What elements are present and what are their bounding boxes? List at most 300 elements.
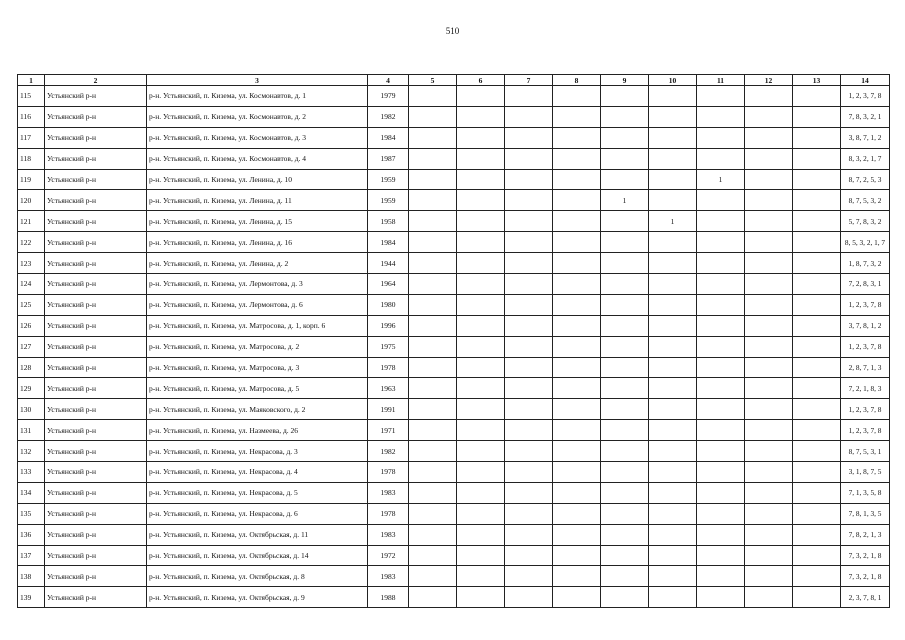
- table-row: [18, 106, 890, 127]
- column-header-14: 14: [841, 75, 890, 86]
- mark-cell-col-7: [505, 482, 553, 503]
- mark-cell-col-6: [457, 232, 505, 253]
- address-cell: р-н. Устьянский, п. Кизема, ул. Матросова, д. 5: [147, 378, 368, 399]
- codes-cell: 7, 3, 2, 1, 8: [841, 545, 890, 566]
- column-header-4: 4: [368, 75, 409, 86]
- codes-cell: 3, 1, 8, 7, 5: [841, 462, 890, 483]
- mark-cell-col-13: [793, 169, 841, 190]
- codes-cell: 1, 2, 3, 7, 8: [841, 399, 890, 420]
- row-number-cell: 133: [18, 462, 45, 483]
- year-cell: 1982: [368, 441, 409, 462]
- district-cell: Устьянский р-н: [45, 315, 147, 336]
- mark-cell-col-13: [793, 190, 841, 211]
- mark-cell-col-6: [457, 378, 505, 399]
- address-cell: р-н. Устьянский, п. Кизема, ул. Октябрьская, д. 11: [147, 524, 368, 545]
- mark-cell-col-5: [409, 503, 457, 524]
- mark-cell-col-10: [649, 86, 697, 107]
- column-header-10: 10: [649, 75, 697, 86]
- codes-cell: 1, 2, 3, 7, 8: [841, 294, 890, 315]
- mark-cell-col-13: [793, 566, 841, 587]
- mark-cell-col-12: [745, 127, 793, 148]
- column-header-6: 6: [457, 75, 505, 86]
- mark-cell-col-6: [457, 482, 505, 503]
- mark-cell-col-10: [649, 148, 697, 169]
- address-cell: р-н. Устьянский, п. Кизема, ул. Некрасова, д. 6: [147, 503, 368, 524]
- mark-cell-col-10: [649, 545, 697, 566]
- mark-cell-col-6: [457, 253, 505, 274]
- mark-cell-col-13: [793, 420, 841, 441]
- mark-cell-col-8: [553, 503, 601, 524]
- mark-cell-col-9: [601, 566, 649, 587]
- mark-cell-col-8: [553, 211, 601, 232]
- year-cell: 1958: [368, 211, 409, 232]
- mark-cell-col-8: [553, 106, 601, 127]
- mark-cell-col-12: [745, 503, 793, 524]
- mark-cell-col-10: [649, 357, 697, 378]
- mark-cell-col-11: [697, 378, 745, 399]
- mark-cell-col-13: [793, 294, 841, 315]
- mark-cell-col-6: [457, 86, 505, 107]
- row-number-cell: 126: [18, 315, 45, 336]
- table-row: [18, 587, 890, 608]
- mark-cell-col-13: [793, 211, 841, 232]
- mark-cell-col-12: [745, 566, 793, 587]
- mark-cell-col-10: [649, 524, 697, 545]
- codes-cell: 7, 8, 2, 1, 3: [841, 524, 890, 545]
- mark-cell-col-9: [601, 232, 649, 253]
- row-number-cell: 122: [18, 232, 45, 253]
- table-row: [18, 190, 890, 211]
- mark-cell-col-8: [553, 441, 601, 462]
- mark-cell-col-12: [745, 148, 793, 169]
- address-cell: р-н. Устьянский, п. Кизема, ул. Некрасова, д. 3: [147, 441, 368, 462]
- mark-cell-col-7: [505, 503, 553, 524]
- codes-cell: 3, 7, 8, 1, 2: [841, 315, 890, 336]
- mark-cell-col-8: [553, 482, 601, 503]
- year-cell: 1944: [368, 253, 409, 274]
- mark-cell-col-11: [697, 482, 745, 503]
- codes-cell: 8, 3, 2, 1, 7: [841, 148, 890, 169]
- address-cell: р-н. Устьянский, п. Кизема, ул. Ленина, д. 10: [147, 169, 368, 190]
- mark-cell-col-8: [553, 190, 601, 211]
- mark-cell-col-9: [601, 587, 649, 608]
- mark-cell-col-5: [409, 524, 457, 545]
- district-cell: Устьянский р-н: [45, 86, 147, 107]
- mark-cell-col-7: [505, 378, 553, 399]
- mark-cell-col-10: [649, 566, 697, 587]
- mark-cell-col-12: [745, 274, 793, 295]
- address-cell: р-н. Устьянский, п. Кизема, ул. Некрасова, д. 5: [147, 482, 368, 503]
- address-cell: р-н. Устьянский, п. Кизема, ул. Лермонтова, д. 3: [147, 274, 368, 295]
- district-cell: Устьянский р-н: [45, 253, 147, 274]
- mark-cell-col-7: [505, 524, 553, 545]
- mark-cell-col-7: [505, 106, 553, 127]
- column-header-11: 11: [697, 75, 745, 86]
- mark-cell-col-9: [601, 378, 649, 399]
- mark-cell-col-10: [649, 441, 697, 462]
- address-cell: р-н. Устьянский, п. Кизема, ул. Назмеева, д. 26: [147, 420, 368, 441]
- header-row: [18, 75, 890, 86]
- mark-cell-col-7: [505, 190, 553, 211]
- mark-cell-col-5: [409, 211, 457, 232]
- mark-cell-col-10: [649, 294, 697, 315]
- address-cell: р-н. Устьянский, п. Кизема, ул. Некрасова, д. 4: [147, 462, 368, 483]
- mark-cell-col-11: [697, 462, 745, 483]
- mark-cell-col-12: [745, 357, 793, 378]
- district-cell: Устьянский р-н: [45, 294, 147, 315]
- district-cell: Устьянский р-н: [45, 169, 147, 190]
- mark-cell-col-6: [457, 106, 505, 127]
- district-cell: Устьянский р-н: [45, 399, 147, 420]
- mark-cell-col-10: [649, 587, 697, 608]
- address-cell: р-н. Устьянский, п. Кизема, ул. Матросова, д. 3: [147, 357, 368, 378]
- address-cell: р-н. Устьянский, п. Кизема, ул. Ленина, д. 15: [147, 211, 368, 232]
- codes-cell: 3, 8, 7, 1, 2: [841, 127, 890, 148]
- mark-cell-col-12: [745, 294, 793, 315]
- row-number-cell: 131: [18, 420, 45, 441]
- mark-cell-col-10: [649, 253, 697, 274]
- mark-cell-col-9: [601, 441, 649, 462]
- column-header-12: 12: [745, 75, 793, 86]
- mark-cell-col-10: [649, 232, 697, 253]
- mark-cell-col-10: [649, 106, 697, 127]
- address-cell: р-н. Устьянский, п. Кизема, ул. Октябрьская, д. 9: [147, 587, 368, 608]
- mark-cell-col-12: [745, 378, 793, 399]
- district-cell: Устьянский р-н: [45, 378, 147, 399]
- row-number-cell: 117: [18, 127, 45, 148]
- mark-cell-col-7: [505, 315, 553, 336]
- mark-cell-col-5: [409, 253, 457, 274]
- district-cell: Устьянский р-н: [45, 482, 147, 503]
- mark-cell-col-9: [601, 148, 649, 169]
- column-header-13: 13: [793, 75, 841, 86]
- mark-cell-col-12: [745, 106, 793, 127]
- mark-cell-col-11: [697, 86, 745, 107]
- column-header-3: 3: [147, 75, 368, 86]
- address-cell: р-н. Устьянский, п. Кизема, ул. Ленина, д. 11: [147, 190, 368, 211]
- table-row: [18, 545, 890, 566]
- row-number-cell: 124: [18, 274, 45, 295]
- mark-cell-col-10: [649, 190, 697, 211]
- mark-cell-col-9: [601, 420, 649, 441]
- mark-cell-col-9: [601, 169, 649, 190]
- district-cell: Устьянский р-н: [45, 190, 147, 211]
- row-number-cell: 135: [18, 503, 45, 524]
- codes-cell: 2, 8, 7, 1, 3: [841, 357, 890, 378]
- mark-cell-col-11: [697, 294, 745, 315]
- mark-cell-col-13: [793, 106, 841, 127]
- mark-cell-col-12: [745, 482, 793, 503]
- mark-cell-col-12: [745, 587, 793, 608]
- mark-cell-col-9: [601, 274, 649, 295]
- mark-cell-col-12: [745, 169, 793, 190]
- mark-cell-col-5: [409, 441, 457, 462]
- mark-cell-col-11: [697, 127, 745, 148]
- mark-cell-col-10: [649, 315, 697, 336]
- table-row: [18, 86, 890, 107]
- mark-cell-col-8: [553, 315, 601, 336]
- codes-cell: 7, 2, 1, 8, 3: [841, 378, 890, 399]
- row-number-cell: 119: [18, 169, 45, 190]
- mark-cell-col-7: [505, 587, 553, 608]
- year-cell: 1983: [368, 482, 409, 503]
- mark-cell-col-8: [553, 232, 601, 253]
- mark-cell-col-12: [745, 462, 793, 483]
- table-row: [18, 169, 890, 190]
- district-cell: Устьянский р-н: [45, 127, 147, 148]
- mark-cell-col-5: [409, 127, 457, 148]
- row-number-cell: 123: [18, 253, 45, 274]
- mark-cell-col-12: [745, 399, 793, 420]
- district-cell: Устьянский р-н: [45, 462, 147, 483]
- mark-cell-col-11: [697, 336, 745, 357]
- mark-cell-col-5: [409, 399, 457, 420]
- mark-cell-col-10: [649, 336, 697, 357]
- mark-cell-col-11: [697, 399, 745, 420]
- mark-cell-col-5: [409, 336, 457, 357]
- mark-cell-col-5: [409, 587, 457, 608]
- mark-cell-col-5: [409, 357, 457, 378]
- address-cell: р-н. Устьянский, п. Кизема, ул. Октябрьская, д. 8: [147, 566, 368, 587]
- mark-cell-col-7: [505, 169, 553, 190]
- mark-cell-col-10: [649, 482, 697, 503]
- mark-cell-col-10: [649, 127, 697, 148]
- table-row: [18, 503, 890, 524]
- table-row: [18, 253, 890, 274]
- mark-cell-col-5: [409, 106, 457, 127]
- mark-cell-col-13: [793, 482, 841, 503]
- mark-cell-col-8: [553, 294, 601, 315]
- district-cell: Устьянский р-н: [45, 232, 147, 253]
- mark-cell-col-8: [553, 566, 601, 587]
- mark-cell-col-6: [457, 462, 505, 483]
- codes-cell: 7, 8, 1, 3, 5: [841, 503, 890, 524]
- address-cell: р-н. Устьянский, п. Кизема, ул. Октябрьская, д. 14: [147, 545, 368, 566]
- mark-cell-col-11: 1: [697, 169, 745, 190]
- mark-cell-col-9: [601, 211, 649, 232]
- codes-cell: 8, 5, 3, 2, 1, 7: [841, 232, 890, 253]
- table-row: [18, 148, 890, 169]
- codes-cell: 7, 2, 8, 3, 1: [841, 274, 890, 295]
- mark-cell-col-9: [601, 399, 649, 420]
- mark-cell-col-13: [793, 315, 841, 336]
- mark-cell-col-8: [553, 169, 601, 190]
- mark-cell-col-6: [457, 336, 505, 357]
- mark-cell-col-11: [697, 357, 745, 378]
- mark-cell-col-9: [601, 482, 649, 503]
- row-number-cell: 120: [18, 190, 45, 211]
- mark-cell-col-9: [601, 545, 649, 566]
- row-number-cell: 138: [18, 566, 45, 587]
- row-number-cell: 132: [18, 441, 45, 462]
- mark-cell-col-12: [745, 420, 793, 441]
- row-number-cell: 128: [18, 357, 45, 378]
- year-cell: 1983: [368, 524, 409, 545]
- district-cell: Устьянский р-н: [45, 587, 147, 608]
- mark-cell-col-5: [409, 378, 457, 399]
- row-number-cell: 116: [18, 106, 45, 127]
- mark-cell-col-6: [457, 441, 505, 462]
- table-row: [18, 420, 890, 441]
- mark-cell-col-10: [649, 274, 697, 295]
- table-row: [18, 127, 890, 148]
- address-cell: р-н. Устьянский, п. Кизема, ул. Космонавтов, д. 3: [147, 127, 368, 148]
- mark-cell-col-8: [553, 420, 601, 441]
- mark-cell-col-7: [505, 545, 553, 566]
- year-cell: 1978: [368, 357, 409, 378]
- mark-cell-col-7: [505, 336, 553, 357]
- mark-cell-col-10: [649, 503, 697, 524]
- mark-cell-col-9: [601, 294, 649, 315]
- page-number: 510: [445, 26, 460, 36]
- year-cell: 1996: [368, 315, 409, 336]
- mark-cell-col-6: [457, 127, 505, 148]
- mark-cell-col-12: [745, 232, 793, 253]
- mark-cell-col-5: [409, 545, 457, 566]
- address-cell: р-н. Устьянский, п. Кизема, ул. Лермонтова, д. 6: [147, 294, 368, 315]
- mark-cell-col-11: [697, 106, 745, 127]
- mark-cell-col-9: [601, 357, 649, 378]
- mark-cell-col-13: [793, 253, 841, 274]
- district-cell: Устьянский р-н: [45, 357, 147, 378]
- mark-cell-col-6: [457, 503, 505, 524]
- mark-cell-col-11: [697, 587, 745, 608]
- mark-cell-col-7: [505, 294, 553, 315]
- mark-cell-col-12: [745, 315, 793, 336]
- district-cell: Устьянский р-н: [45, 420, 147, 441]
- mark-cell-col-5: [409, 462, 457, 483]
- mark-cell-col-11: [697, 274, 745, 295]
- column-header-9: 9: [601, 75, 649, 86]
- mark-cell-col-12: [745, 190, 793, 211]
- codes-cell: 7, 8, 3, 2, 1: [841, 106, 890, 127]
- mark-cell-col-6: [457, 587, 505, 608]
- mark-cell-col-5: [409, 232, 457, 253]
- mark-cell-col-12: [745, 545, 793, 566]
- table-row: [18, 482, 890, 503]
- district-cell: Устьянский р-н: [45, 441, 147, 462]
- mark-cell-col-12: [745, 336, 793, 357]
- mark-cell-col-5: [409, 482, 457, 503]
- column-header-5: 5: [409, 75, 457, 86]
- codes-cell: 1, 2, 3, 7, 8: [841, 336, 890, 357]
- column-header-2: 2: [45, 75, 147, 86]
- district-cell: Устьянский р-н: [45, 545, 147, 566]
- mark-cell-col-13: [793, 441, 841, 462]
- row-number-cell: 139: [18, 587, 45, 608]
- row-number-cell: 115: [18, 86, 45, 107]
- mark-cell-col-7: [505, 127, 553, 148]
- mark-cell-col-6: [457, 190, 505, 211]
- column-header-7: 7: [505, 75, 553, 86]
- mark-cell-col-6: [457, 294, 505, 315]
- table-row: [18, 441, 890, 462]
- mark-cell-col-6: [457, 148, 505, 169]
- address-cell: р-н. Устьянский, п. Кизема, ул. Космонавтов, д. 2: [147, 106, 368, 127]
- mark-cell-col-11: [697, 315, 745, 336]
- mark-cell-col-10: [649, 420, 697, 441]
- table-row: [18, 274, 890, 295]
- codes-cell: 8, 7, 5, 3, 1: [841, 441, 890, 462]
- mark-cell-col-8: [553, 336, 601, 357]
- mark-cell-col-9: [601, 336, 649, 357]
- mark-cell-col-8: [553, 253, 601, 274]
- row-number-cell: 127: [18, 336, 45, 357]
- district-cell: Устьянский р-н: [45, 566, 147, 587]
- mark-cell-col-13: [793, 148, 841, 169]
- mark-cell-col-7: [505, 232, 553, 253]
- codes-cell: 7, 1, 3, 5, 8: [841, 482, 890, 503]
- row-number-cell: 136: [18, 524, 45, 545]
- codes-cell: 7, 3, 2, 1, 8: [841, 566, 890, 587]
- mark-cell-col-5: [409, 420, 457, 441]
- year-cell: 1980: [368, 294, 409, 315]
- year-cell: 1978: [368, 503, 409, 524]
- row-number-cell: 118: [18, 148, 45, 169]
- year-cell: 1972: [368, 545, 409, 566]
- mark-cell-col-8: [553, 462, 601, 483]
- mark-cell-col-7: [505, 274, 553, 295]
- mark-cell-col-11: [697, 211, 745, 232]
- mark-cell-col-5: [409, 169, 457, 190]
- mark-cell-col-13: [793, 357, 841, 378]
- mark-cell-col-11: [697, 503, 745, 524]
- mark-cell-col-13: [793, 545, 841, 566]
- year-cell: 1959: [368, 190, 409, 211]
- mark-cell-col-5: [409, 274, 457, 295]
- mark-cell-col-8: [553, 127, 601, 148]
- mark-cell-col-13: [793, 462, 841, 483]
- table-row: [18, 294, 890, 315]
- mark-cell-col-13: [793, 399, 841, 420]
- row-number-cell: 130: [18, 399, 45, 420]
- mark-cell-col-8: [553, 545, 601, 566]
- district-cell: Устьянский р-н: [45, 274, 147, 295]
- district-cell: Устьянский р-н: [45, 336, 147, 357]
- mark-cell-col-11: [697, 545, 745, 566]
- table-row: [18, 399, 890, 420]
- mark-cell-col-7: [505, 211, 553, 232]
- mark-cell-col-7: [505, 399, 553, 420]
- mark-cell-col-6: [457, 420, 505, 441]
- mark-cell-col-8: [553, 587, 601, 608]
- mark-cell-col-7: [505, 420, 553, 441]
- row-number-cell: 134: [18, 482, 45, 503]
- mark-cell-col-12: [745, 211, 793, 232]
- table-row: [18, 357, 890, 378]
- mark-cell-col-6: [457, 274, 505, 295]
- year-cell: 1983: [368, 566, 409, 587]
- mark-cell-col-8: [553, 357, 601, 378]
- table-row: [18, 315, 890, 336]
- year-cell: 1971: [368, 420, 409, 441]
- mark-cell-col-10: [649, 462, 697, 483]
- mark-cell-col-7: [505, 148, 553, 169]
- year-cell: 1979: [368, 86, 409, 107]
- row-number-cell: 129: [18, 378, 45, 399]
- mark-cell-col-11: [697, 148, 745, 169]
- mark-cell-col-5: [409, 566, 457, 587]
- mark-cell-col-11: [697, 420, 745, 441]
- mark-cell-col-8: [553, 148, 601, 169]
- mark-cell-col-6: [457, 357, 505, 378]
- mark-cell-col-7: [505, 462, 553, 483]
- row-number-cell: 125: [18, 294, 45, 315]
- mark-cell-col-13: [793, 274, 841, 295]
- mark-cell-col-6: [457, 211, 505, 232]
- column-header-8: 8: [553, 75, 601, 86]
- address-cell: р-н. Устьянский, п. Кизема, ул. Матросова, д. 2: [147, 336, 368, 357]
